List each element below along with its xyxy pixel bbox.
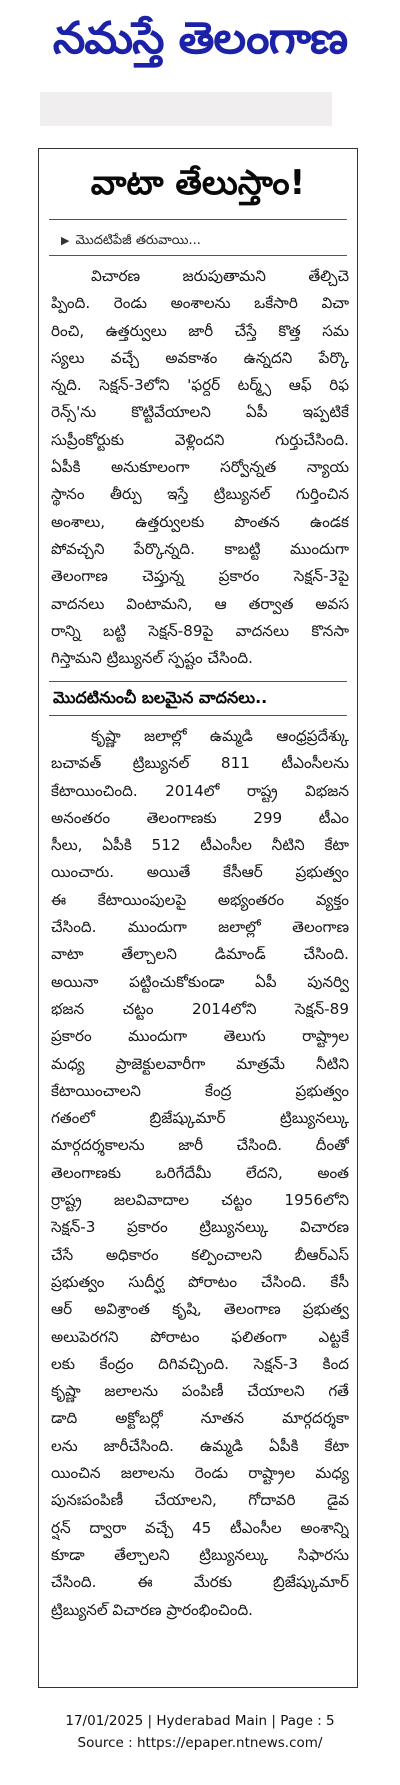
text-line: అంశాలు, ఉత్తర్వులకు పొంతన ఉండక: [51, 512, 349, 531]
text-line: న్నది. సెక్షన్-3లోని 'ఫర్దర్ టర్మ్స్ ఆఫ్ రిఫ: [51, 376, 349, 395]
text-line: కేటాయించింది. 2014లో రాష్ట్ర విభజన: [51, 781, 349, 800]
text-line: స్థానం తీర్పు ఇస్తే ట్రిబ్యునల్ గుర్తించిన: [51, 485, 349, 504]
text-line: కూడా తేల్చాలని ట్రిబ్యునల్కు సిఫారసు: [51, 1545, 349, 1564]
text-line: స్యలు వచ్చే అవకాశం ఉన్నదని పేర్కొ: [51, 348, 349, 367]
news-article: [38, 148, 358, 1688]
text-line: ట్రిబ్యునల్ విచారణ ప్రారంభించింది.: [51, 1600, 254, 1619]
text-line: తెలంగాణ చెప్తున్న ప్రకారం సెక్షన్-3పై: [51, 567, 349, 586]
text-line: రాన్ని బట్టి సెక్షన్-89పై వాదనలు కొనసా: [51, 621, 349, 640]
text-line: సెక్షన్-3 ప్రకారం ట్రిబ్యునల్కు విచారణ: [51, 1218, 349, 1237]
text-line: ర్షన్ ద్వారా వచ్చే 45 టీఎంసీల అంశాన్ని: [51, 1518, 349, 1537]
text-line: మధ్య ప్రాజెక్టులవారీగా మాత్రమే నీటిని: [51, 1054, 349, 1073]
crossref-rule: [49, 255, 347, 256]
text-line: సీలు, ఏపీకి 512 టీఎంసీల నీటిని కేటా: [51, 836, 349, 855]
paragraph-2: [51, 723, 349, 1624]
text-line: గతంలో బ్రిజేష్కుమార్ ట్రిబ్యునల్కు: [51, 1109, 349, 1128]
text-line: లకు కేంద్రం దిగివచ్చింది. సెక్షన్-3 కింద: [51, 1354, 349, 1373]
text-line: రించి, ఉత్తర్వులు జారీ చేస్తే కొత్త సమ: [51, 321, 349, 340]
text-line: పునఃపంపిణీ చేయాలని, గోదావరి డైవ: [51, 1491, 349, 1510]
text-line: యించారు. అయితే కేసీఆర్ ప్రభుత్వం: [51, 863, 349, 882]
footer-date-edition: 17/01/2025 | Hyderabad Main | Page : 5: [65, 1713, 335, 1729]
text-line: వాదనలు వింటామని, ఆ తర్వాత అవస: [51, 594, 349, 613]
text-line: ఏపీకి అనుకూలంగా సర్వోన్నత న్యాయ: [51, 458, 349, 477]
text-line: బచావత్ ట్రిబ్యునల్ 811 టీఎంసీలను: [51, 754, 349, 773]
article-headline: వాటా తేలుస్తాం!: [90, 163, 306, 203]
text-line: వాటా తేల్చాలని డిమాండ్ చేసింది.: [51, 945, 349, 964]
text-line: చేసే అధికారం కల్పించాలని బీఆర్ఎస్: [51, 1245, 349, 1264]
text-line: పోవచ్చని పేర్కొన్నది. కాబట్టి ముందుగా: [51, 539, 349, 558]
text-line: మార్గదర్శకాలను జారీ చేసింది. దీంతో: [51, 1136, 349, 1155]
continuation-note: [61, 231, 201, 251]
text-line: యించిన జలాలను రెండు రాష్ట్రాల మధ్య: [51, 1464, 349, 1483]
text-line: ర్రాష్ట్ర జలవివాదాల చట్టం 1956లోని: [51, 1191, 349, 1210]
paragraph-1: [51, 263, 349, 672]
text-line: కేటాయించాలని కేంద్ర ప్రభుత్వం: [51, 1081, 349, 1100]
text-line: ప్రకారం ముందుగా తెలుగు రాష్ట్రాల: [51, 1027, 349, 1046]
text-line: కృష్ణా జలాలను పంపిణీ చేయాలని గతే: [51, 1382, 349, 1401]
triangle-bullet-icon: ▶: [61, 234, 70, 247]
article-subheading: మొదటినుంచీ బలమైన వాదనలు..: [53, 688, 268, 707]
subhead-bottom-rule: [49, 715, 347, 716]
text-line: ప్రభుత్వం సుదీర్ఘ పోరాటం చేసింది. కేసీ: [51, 1272, 349, 1291]
footer-source: Source : https://epaper.ntnews.com/: [77, 1735, 323, 1751]
masthead: [0, 0, 400, 88]
masthead-strip: [40, 92, 332, 126]
text-line: రెన్స్'ను కొట్టివేయాలని ఏపీ ఇప్పటికే: [51, 403, 349, 422]
text-line: చేసింది. ముందుగా జలాల్లో తెలంగాణ: [51, 918, 349, 937]
headline-rule: [49, 219, 347, 220]
text-line: లను జారీచేసింది. ఉమ్మడి ఏపీకి కేటా: [51, 1436, 349, 1455]
text-line: విచారణ జరుపుతామని తేల్చిచె: [91, 267, 349, 285]
text-line: ఆర్ అవిశ్రాంత కృషి, తెలంగాణ ప్రభుత్వ: [51, 1300, 349, 1319]
text-line: కృష్ణా జలాల్లో ఉమ్మడి ఆంధ్రప్రదేశ్కు: [91, 727, 349, 745]
text-line: అనంతరం తెలంగాణకు 299 టీఎం: [51, 808, 349, 827]
text-line: చేసింది. ఈ మేరకు బ్రిజేష్కుమార్: [51, 1573, 349, 1592]
text-line: డాది అక్టోబర్లో నూతన మార్గదర్శకా: [51, 1409, 349, 1428]
text-line: అయినా పట్టించుకోకుండా ఏపీ పునర్వి: [51, 972, 349, 991]
text-line: భజన చట్టం 2014లోని సెక్షన్-89: [51, 999, 349, 1018]
text-line: సుప్రీంకోర్టుకు వెళ్లిందని గుర్తుచేసింది.: [51, 430, 349, 449]
text-line: గిస్తామని ట్రిబ్యునల్ స్పష్టం చేసింది.: [51, 649, 253, 668]
text-line: ఈ కేటాయింపులపై అభ్యంతరం వ్యక్తం: [51, 890, 349, 909]
subhead-top-rule: [49, 681, 347, 682]
text-line: తెలంగాణకు ఒరిగేదేమీ లేదని, అంత: [51, 1163, 349, 1182]
text-line: అలుపెరగని పోరాటం ఫలితంగా ఎట్టకే: [51, 1327, 349, 1346]
newspaper-logo: నమస్తే తెలంగాణ: [52, 13, 348, 64]
text-line: ప్పింది. రెండు అంశాలను ఒకేసారి విచా: [51, 294, 349, 313]
continuation-label: మొదటిపేజీ తరువాయి...: [75, 233, 201, 248]
